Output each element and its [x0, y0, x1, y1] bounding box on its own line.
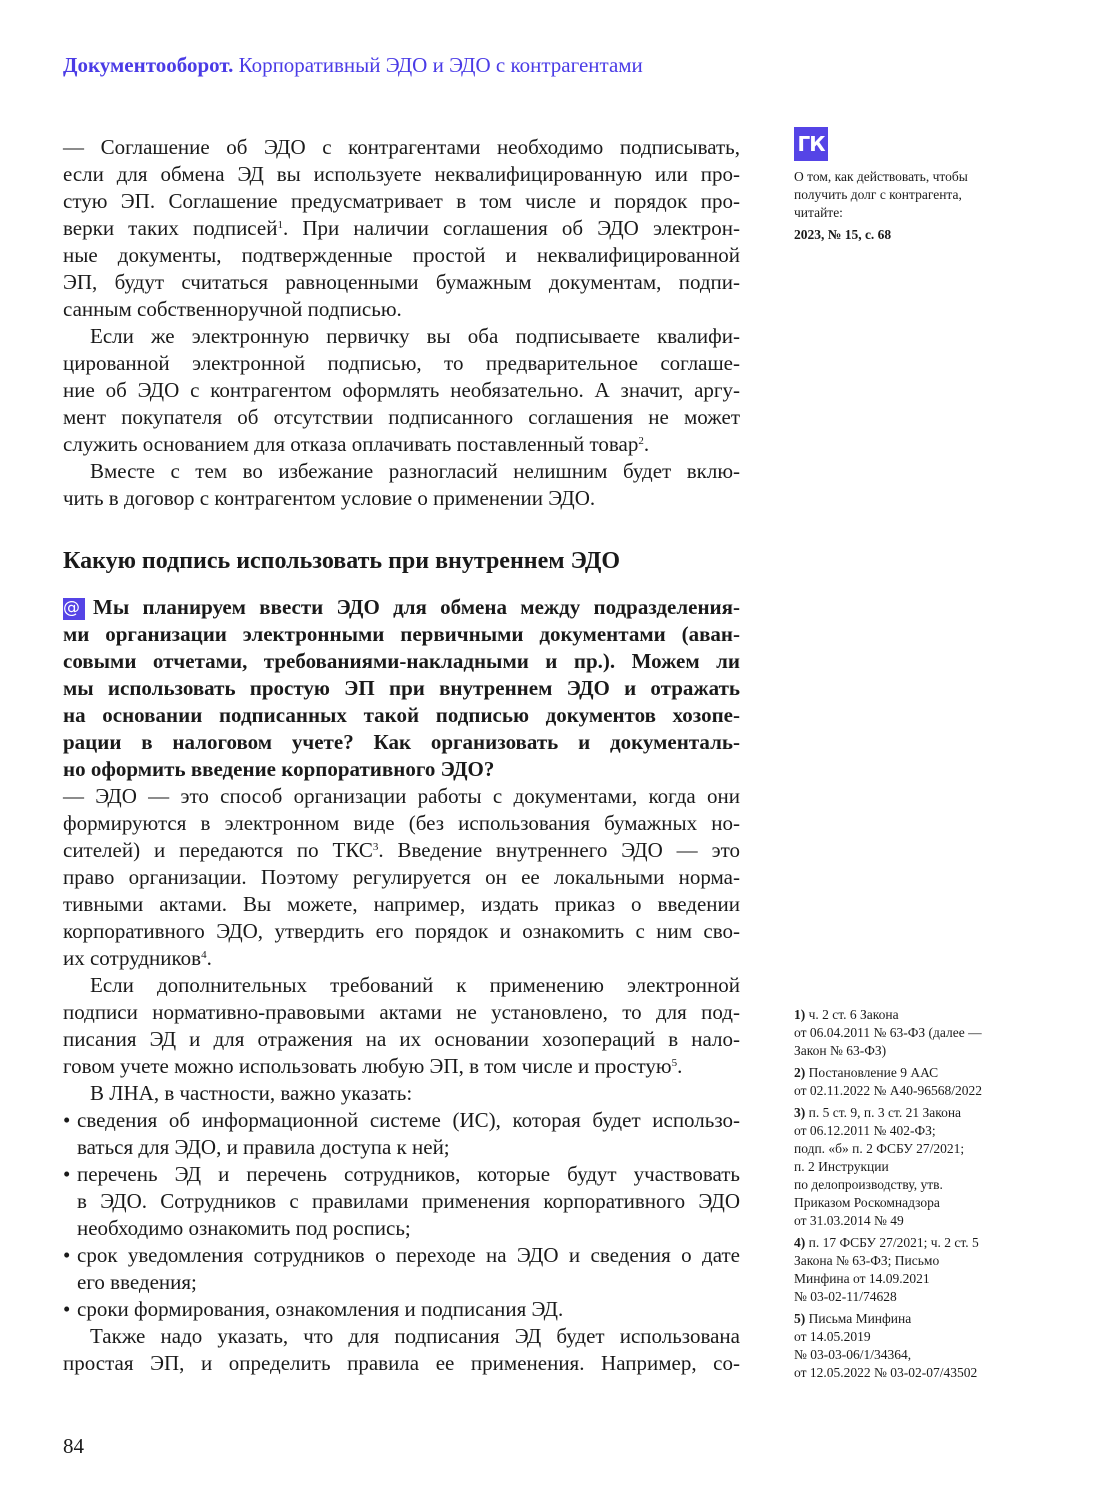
footnote-number: 5)	[794, 1311, 809, 1326]
footnote-line: от 31.03.2014 № 49	[794, 1213, 904, 1228]
text-line: говом учете можно использовать любую ЭП, в том числе и простую$^5$.	[63, 1054, 683, 1078]
question-line: ми организации электронными первичными документами (аван-	[63, 622, 740, 646]
text-line: цированной электронной подписью, то предварительное соглаше-	[63, 351, 740, 375]
bullet-line: в ЭДО. Сотрудников с правилами применения корпоративного ЭДО	[77, 1189, 740, 1213]
bullet-line: • срок уведомления сотрудников о переходе на ЭДО и сведения о дате	[63, 1242, 740, 1269]
text-line: корпоративного ЭДО, утвердить его порядок и ознакомить с ним сво-	[63, 919, 740, 943]
bullet-line: • сведения об информационной системе (ИС), которая будет использо-	[63, 1107, 740, 1134]
text-line: — ЭДО — это способ организации работы с документами, когда они	[63, 784, 740, 808]
footnotes	[794, 1006, 1034, 1386]
footnote-line: 2) Постановление 9 ААС	[794, 1065, 939, 1080]
text-line: ные документы, подтвержденные простой и неквалифицированной	[63, 243, 740, 267]
footnote-line: 1) ч. 2 ст. 6 Закона	[794, 1007, 899, 1022]
footnote-line: от 14.05.2019	[794, 1329, 871, 1344]
question-line: рации в налоговом учете? Как организовать и документаль-	[63, 730, 740, 754]
bullet-line: его введения;	[77, 1270, 197, 1294]
footnote	[794, 1310, 1034, 1382]
footnote-line: от 12.05.2022 № 03-02-07/43502	[794, 1365, 978, 1380]
question-line: но оформить введение корпоративного ЭДО?	[63, 757, 495, 781]
text-line: ЭП, будут считаться равноценными бумажным документам, подпи-	[63, 270, 740, 294]
text-line: право организации. Поэтому регулируется он ее локальными норма-	[63, 865, 740, 889]
footnote-line: 4) п. 17 ФСБУ 27/2021; ч. 2 ст. 5	[794, 1235, 979, 1250]
text-line: простая ЭП, и определить правила ее применения. Например, со-	[63, 1351, 740, 1375]
footnote-ref[interactable]: 2	[638, 435, 644, 447]
bullet-line: • сроки формирования, ознакомления и подписания ЭД.	[63, 1296, 740, 1323]
running-header	[63, 53, 643, 78]
text-line: ние об ЭДО с контрагентом оформлять необязательно. А значит, аргу-	[63, 378, 740, 402]
footnote-line: 3) п. 5 ст. 9, п. 3 ст. 21 Закона	[794, 1105, 962, 1120]
body-text-b	[63, 594, 740, 1377]
sidebar-reference-link[interactable]: 2023, № 15, с. 68	[794, 227, 892, 242]
text-line: Вместе с тем во избежание разногласий нелишним будет вклю-	[90, 459, 740, 483]
footnote-line: № 03-02-11/74628	[794, 1289, 897, 1304]
footnote-ref[interactable]: 5	[671, 1057, 678, 1069]
section-heading: Какую подпись использовать при внутреннем ЭДО	[63, 548, 621, 574]
footnote-line: подп. «б» п. 2 ФСБУ 27/2021;	[794, 1141, 965, 1156]
footnote	[794, 1234, 1034, 1306]
question-line: мы использовать простую ЭП при внутреннем ЭДО и отражать	[63, 676, 740, 700]
footnote-ref[interactable]: 1	[277, 219, 283, 231]
section-subtitle: Корпоративный ЭДО и ЭДО с контрагентами	[238, 53, 643, 77]
section-title: Документооборот.	[63, 53, 234, 77]
footnote-ref[interactable]: 4	[201, 949, 207, 961]
footnote-ref[interactable]: 3	[372, 841, 379, 853]
question-line: @ Мы планируем ввести ЭДО для обмена между подразделения-	[63, 595, 740, 619]
text-line: — Соглашение об ЭДО с контрагентами необходимо подписывать,	[63, 135, 740, 159]
question-line: на основании подписанных такой подписью документов хозопе-	[63, 703, 740, 727]
sidebar-note-line: О том, как действовать, чтобы	[794, 169, 968, 184]
body-text-a	[63, 134, 740, 512]
text-line: формируются в электронном виде (без использования бумажных но-	[63, 811, 740, 835]
footnote-line: п. 2 Инструкции	[794, 1159, 889, 1174]
footnote-number: 2)	[794, 1065, 809, 1080]
footnote-number: 3)	[794, 1105, 809, 1120]
text-line: мент покупателя об отсутствии подписанного соглашения не может	[63, 405, 740, 429]
text-line: стую ЭП. Соглашение предусматривает в том числе и порядок про-	[63, 189, 740, 213]
text-line: их сотрудников$^4$.	[63, 946, 212, 970]
footnote-line: № 03-03-06/1/34364,	[794, 1347, 912, 1362]
footnote-number: 1)	[794, 1007, 809, 1022]
question-at-icon: @	[63, 598, 85, 620]
text-line: тивными актами. Вы можете, например, издать приказ о введении	[63, 892, 740, 916]
text-line: В ЛНА, в частности, важно указать:	[90, 1081, 413, 1105]
footnote	[794, 1006, 1034, 1060]
footnote	[794, 1064, 1034, 1100]
footnote-line: от 06.12.2011 № 402-ФЗ;	[794, 1123, 936, 1138]
sidebar-note-line: получить долг с контрагента,	[794, 187, 962, 202]
text-line: санным собственноручной подписью.	[63, 297, 402, 321]
text-line: подписи нормативно-правовыми актами не установлено, то для под-	[63, 1000, 740, 1024]
text-line: верки таких подписей$^1$. При наличии соглашения об ЭДО электрон-	[63, 216, 740, 240]
footnote-line: 5) Письма Минфина	[794, 1311, 912, 1326]
bullet-line: необходимо ознакомить под роспись;	[77, 1216, 411, 1240]
bullet-line: ваться для ЭДО, и правила доступа к ней;	[77, 1135, 450, 1159]
gk-logo-icon: ГК	[794, 127, 828, 161]
text-line: Также надо указать, что для подписания ЭД будет использована	[90, 1324, 740, 1348]
sidebar-note	[794, 168, 1034, 244]
footnote-line: от 06.04.2011 № 63-ФЗ (далее —	[794, 1025, 982, 1040]
footnote-line: Приказом Роскомнадзора	[794, 1195, 940, 1210]
text-line: служить основанием для отказа оплачивать поставленный товар$^2$.	[63, 432, 650, 456]
footnote-line: Закон № 63-ФЗ)	[794, 1043, 887, 1058]
text-line: сителей) и передаются по ТКС$^3$. Введение внутреннего ЭДО — это	[63, 838, 740, 862]
text-line: если для обмена ЭД вы используете неквалифицированную или про-	[63, 162, 740, 186]
footnote	[794, 1104, 1034, 1230]
text-line: писания ЭД и для отражения на их основании хозопераций в нало-	[63, 1027, 740, 1051]
page-number: 84	[63, 1434, 84, 1458]
footnote-line: Закона № 63-ФЗ; Письмо	[794, 1253, 940, 1268]
footnote-line: от 02.11.2022 № А40-96568/2022	[794, 1083, 982, 1098]
footnote-number: 4)	[794, 1235, 809, 1250]
text-line: Если же электронную первичку вы оба подписываете квалифи-	[90, 324, 740, 348]
bullet-line: • перечень ЭД и перечень сотрудников, которые будут участвовать	[63, 1161, 740, 1188]
footnote-line: Минфина от 14.09.2021	[794, 1271, 930, 1286]
question-line: совыми отчетами, требованиями-накладными и пр.). Можем ли	[63, 649, 740, 673]
sidebar-note-line: читайте:	[794, 205, 843, 220]
footnote-line: по делопроизводству, утв.	[794, 1177, 943, 1192]
text-line: Если дополнительных требований к применению электронной	[90, 973, 740, 997]
text-line: чить в договор с контрагентом условие о применении ЭДО.	[63, 486, 596, 510]
